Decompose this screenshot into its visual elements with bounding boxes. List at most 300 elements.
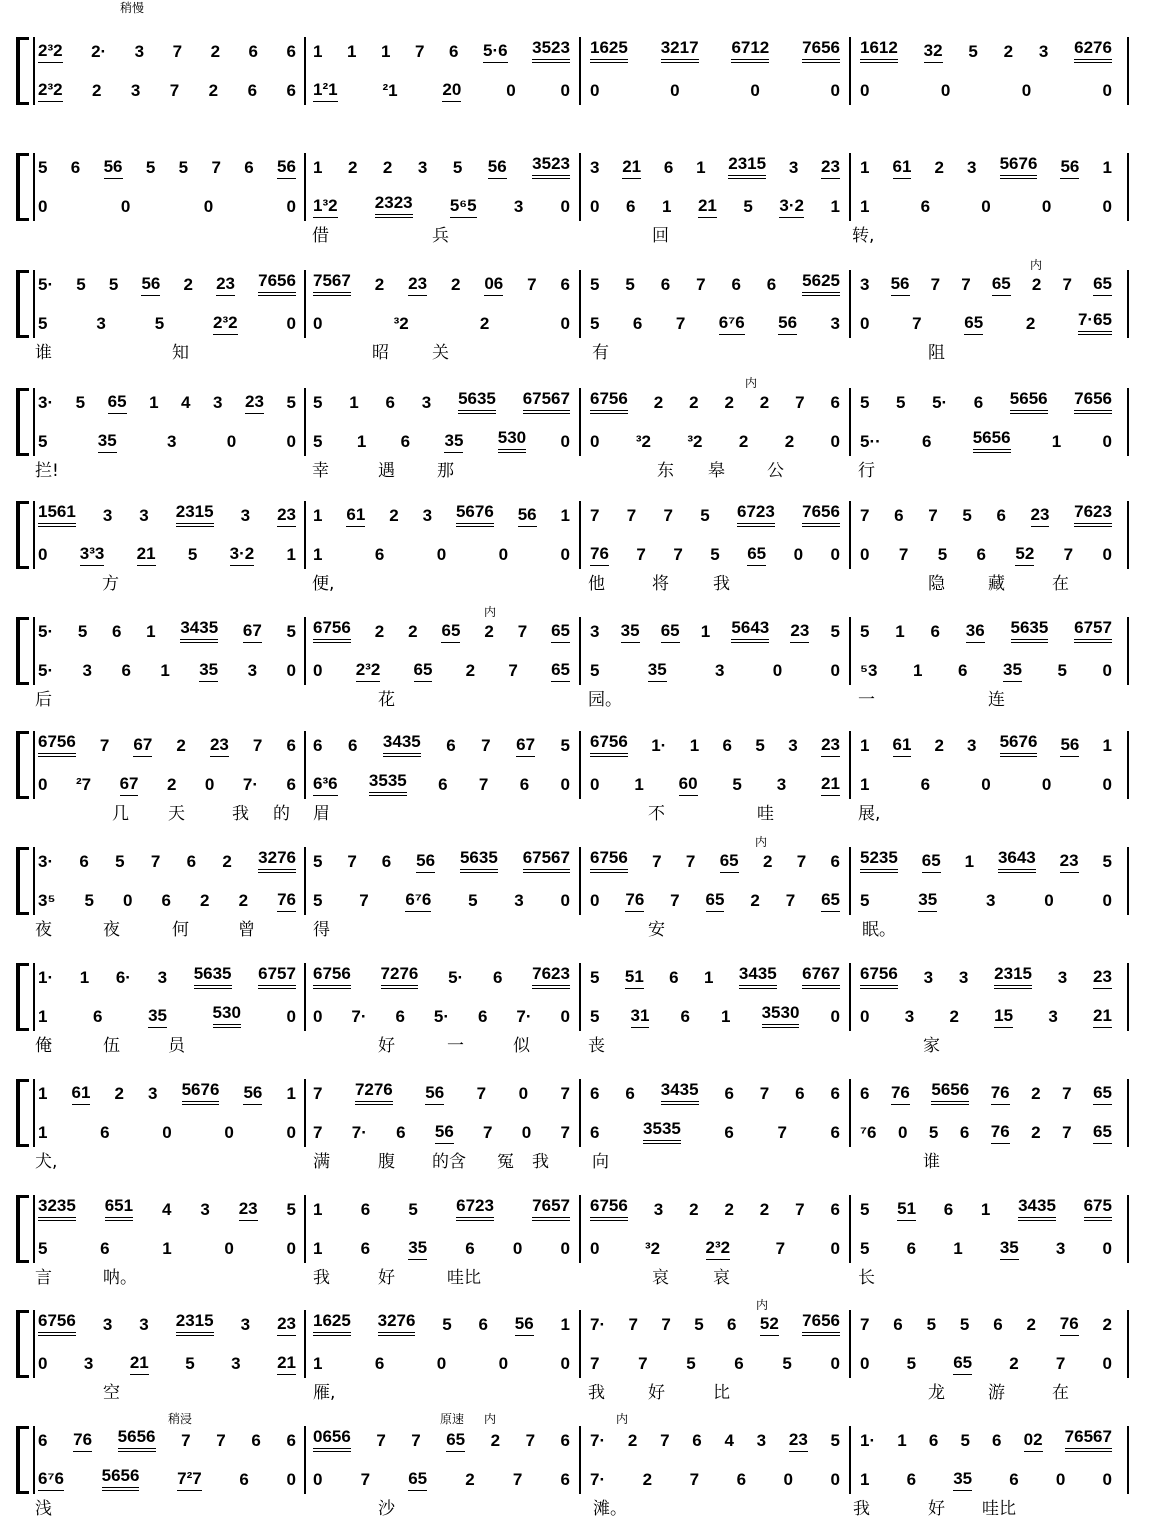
lyric-syllable: 天 — [168, 804, 185, 824]
lyric-syllable: 我 — [588, 1383, 605, 1403]
system-bracket — [16, 37, 29, 105]
lyric-syllable: 满 — [313, 1152, 330, 1172]
lower-staff-measure-3 — [590, 888, 840, 912]
note-group: 21 — [821, 774, 840, 796]
note-group: 6767 — [802, 964, 840, 989]
note-group: 5 — [590, 1007, 600, 1026]
note-group: 5 — [928, 1123, 939, 1142]
note-group: 0 — [1041, 775, 1052, 794]
note-group: 6 — [244, 158, 254, 177]
note-group: 5 — [830, 1431, 840, 1450]
upper-staff-measure-2 — [313, 390, 570, 414]
system-bracket — [16, 1426, 29, 1494]
note-group: 6 — [286, 42, 296, 61]
note-group: 0 — [1102, 661, 1112, 680]
note-group: 0 — [1102, 1354, 1112, 1373]
upper-staff-measure-2 — [313, 272, 570, 296]
lyric-syllable: 那 — [437, 461, 454, 481]
system-start-line — [33, 270, 35, 338]
lyric-syllable: 好 — [378, 1036, 395, 1056]
note-group: 7 — [476, 1084, 487, 1103]
barline — [849, 1195, 851, 1263]
lyric-syllable: 伍 — [103, 1036, 120, 1056]
note-group: 1 — [634, 775, 644, 794]
note-group: 6 — [830, 393, 840, 412]
note-group: 6· — [115, 968, 131, 987]
note-group: 3 — [96, 314, 106, 333]
upper-staff-measure-2 — [313, 503, 570, 527]
note-group: 5235 — [860, 848, 898, 873]
note-group: 7 — [759, 1084, 770, 1103]
note-group: 5 — [686, 1354, 696, 1373]
note-group: 2· — [91, 42, 107, 61]
lyric-syllable: 遇 — [378, 461, 395, 481]
lower-staff-measure-2 — [313, 1467, 570, 1491]
note-group: 3 — [1038, 42, 1049, 61]
note-group: 1 — [661, 197, 672, 216]
lower-staff-measure-4 — [860, 1236, 1112, 1260]
note-group: 7 — [1062, 1123, 1072, 1142]
note-group: 6756 — [590, 848, 628, 873]
note-group: 3435 — [739, 964, 777, 989]
system-start-line — [33, 501, 35, 569]
note-group: 0 — [590, 891, 600, 910]
note-group: 6 — [449, 42, 459, 61]
system-start-line — [33, 1079, 35, 1147]
lyric-syllable: 不 — [648, 804, 665, 824]
note-group: 35 — [953, 1469, 972, 1491]
note-group: 6 — [830, 1123, 840, 1142]
note-group: 2 — [465, 1470, 475, 1489]
system-start-line — [33, 37, 35, 105]
note-group: 0 — [1102, 1239, 1112, 1258]
note-group: 7656 — [258, 271, 296, 296]
lyric-syllable: 腹 — [378, 1152, 395, 1172]
note-group: 7 — [961, 275, 971, 294]
barline — [304, 153, 306, 221]
note-group: 6 — [1009, 1470, 1019, 1489]
note-group: 3 — [240, 1315, 251, 1334]
lyric-syllable: 好 — [378, 1268, 395, 1288]
note-group: 5·· — [860, 432, 881, 451]
note-group: 7 — [777, 1123, 787, 1142]
note-group: 6 — [396, 1123, 406, 1142]
lyric-syllable: 几 — [112, 804, 129, 824]
note-group: 7 — [411, 1431, 421, 1450]
note-group: 6⁷6 — [719, 313, 745, 335]
note-group: 7 — [663, 506, 673, 525]
upper-staff-measure-4 — [860, 1197, 1112, 1221]
lyric-syllable: 有 — [592, 343, 609, 363]
lower-staff-measure-1 — [38, 1236, 296, 1260]
note-group: 5 — [286, 1200, 296, 1219]
upper-staff-measure-4 — [860, 1428, 1112, 1452]
note-group: 0 — [560, 197, 570, 216]
lyric-syllable: 的含 — [432, 1152, 466, 1172]
note-group: 6 — [660, 275, 671, 294]
note-group: 0 — [286, 197, 296, 216]
lyric-syllable: 在 — [1052, 574, 1069, 594]
note-group: 1· — [860, 1431, 876, 1450]
note-group: 3 — [514, 891, 524, 910]
note-group: 7 — [1055, 1354, 1066, 1373]
lyric-syllable: 哇比 — [982, 1499, 1016, 1519]
performance-mark: 原速 — [440, 1412, 465, 1426]
note-group: 7 — [795, 1200, 805, 1219]
note-group: 0 — [1102, 432, 1112, 451]
note-group: 0 — [38, 545, 48, 564]
note-group: 7656 — [802, 502, 840, 527]
note-group: 1 — [286, 545, 296, 564]
system-bracket — [16, 1079, 29, 1147]
lyric-syllable: 连 — [988, 690, 1005, 710]
lyric-syllable: 的 — [273, 804, 290, 824]
note-group: 7 — [560, 1123, 570, 1142]
note-group: 7656 — [802, 38, 840, 63]
note-group: 7 — [636, 545, 646, 564]
note-group: 7 — [590, 1354, 600, 1373]
barline — [304, 1195, 306, 1263]
lyric-syllable: 关 — [432, 343, 449, 363]
note-group: 7· — [351, 1007, 367, 1026]
note-group: 1 — [704, 968, 714, 987]
lower-staff-measure-2 — [313, 772, 570, 796]
note-group: 5 — [960, 1431, 970, 1450]
note-group: 20 — [442, 80, 461, 102]
note-group: 5 — [286, 622, 296, 641]
lyric-syllable: 曾 — [238, 920, 255, 940]
upper-staff-measure-1 — [38, 1197, 296, 1221]
note-group: 3 — [967, 736, 977, 755]
note-group: 1 — [356, 432, 367, 451]
note-group: 1 — [38, 1084, 48, 1103]
note-group: 23 — [216, 274, 235, 296]
lyric-syllable: 丧 — [588, 1036, 605, 1056]
note-group: 6756 — [313, 964, 351, 989]
note-group: 76 — [625, 890, 644, 912]
system-start-line — [33, 847, 35, 915]
note-group: 65 — [706, 890, 725, 912]
note-group: 6 — [958, 661, 968, 680]
note-group: 5⁶5 — [450, 196, 477, 218]
note-group: 2315 — [728, 154, 766, 179]
barline — [579, 1079, 581, 1147]
barline — [304, 1310, 306, 1378]
upper-staff-measure-3 — [590, 1081, 840, 1105]
lyric-syllable: 哀 — [713, 1268, 730, 1288]
note-group: 3 — [788, 158, 799, 177]
lyric-syllable: 便, — [312, 574, 335, 594]
upper-staff-measure-4 — [860, 39, 1112, 63]
note-group: 3·2 — [779, 196, 804, 218]
note-group: 6 — [625, 197, 636, 216]
barline — [849, 1310, 851, 1378]
system-start-line — [33, 153, 35, 221]
upper-staff-measure-1 — [38, 619, 296, 643]
note-group: 61 — [893, 157, 912, 179]
note-group: 6756 — [590, 732, 628, 757]
note-group: ⁵3 — [860, 661, 878, 680]
note-group: 65 — [414, 660, 433, 682]
note-group: 67 — [120, 774, 139, 796]
note-group: 3 — [860, 275, 870, 294]
note-group: 5 — [860, 1200, 870, 1219]
note-group: 56 — [435, 1122, 454, 1144]
note-group: 5 — [937, 545, 948, 564]
note-group: 3 — [134, 42, 145, 61]
note-group: 35 — [148, 1006, 167, 1028]
upper-staff-measure-4 — [860, 849, 1112, 873]
note-group: 1 — [830, 197, 840, 216]
lyric-syllable: 方 — [102, 574, 119, 594]
lower-staff-measure-2 — [313, 658, 570, 682]
note-group: 56 — [518, 505, 537, 527]
lower-staff-measure-3 — [590, 542, 840, 566]
note-group: 0 — [1102, 545, 1112, 564]
note-group: 6⁷6 — [38, 1469, 64, 1491]
note-group: 7 — [673, 545, 683, 564]
lyric-syllable: 游 — [988, 1383, 1005, 1403]
note-group: 56 — [243, 1083, 262, 1105]
lower-staff-measure-4 — [860, 1351, 1112, 1375]
note-group: 2 — [183, 275, 193, 294]
note-group: 23 — [245, 392, 264, 414]
upper-staff-measure-1 — [38, 1312, 296, 1336]
note-group: 2 — [627, 1431, 638, 1450]
note-group: 7 — [313, 1084, 323, 1103]
note-group: 67567 — [523, 848, 570, 873]
note-group: 3 — [421, 393, 432, 412]
note-group: 7 — [775, 1239, 786, 1258]
note-group: 3 — [590, 622, 600, 641]
lyric-syllable: 阻 — [928, 343, 945, 363]
note-group: 2 — [934, 158, 944, 177]
note-group: 0 — [772, 661, 783, 680]
note-group: 6 — [736, 1470, 747, 1489]
note-group: 6 — [395, 1007, 405, 1026]
lower-staff-measure-2 — [313, 311, 570, 335]
note-group: 0 — [560, 775, 570, 794]
note-group: 7656 — [1074, 389, 1112, 414]
lyric-syllable: 犬, — [35, 1152, 58, 1172]
note-group: 3 — [1048, 1007, 1058, 1026]
barline — [1127, 153, 1129, 221]
note-group: 5 — [38, 1239, 48, 1258]
upper-staff-measure-1 — [38, 155, 296, 179]
note-group: 2 — [484, 622, 494, 641]
lyric-syllable: 滩。 — [593, 1499, 627, 1519]
note-group: 23 — [277, 1314, 296, 1336]
note-group: 2323 — [375, 193, 413, 218]
note-group: 530 — [498, 428, 526, 453]
note-group: 2 — [949, 1007, 959, 1026]
note-group: 0 — [38, 775, 48, 794]
note-group: 5656 — [102, 1466, 140, 1491]
upper-staff-measure-4 — [860, 619, 1112, 643]
barline — [304, 617, 306, 685]
note-group: 0 — [1055, 1470, 1066, 1489]
barline — [304, 37, 306, 105]
note-group: 5 — [452, 158, 463, 177]
barline — [1127, 501, 1129, 569]
performance-mark: 稍浸 — [168, 1412, 193, 1426]
note-group: 23 — [789, 1430, 808, 1452]
note-group: 2 — [1009, 1354, 1019, 1373]
note-group: 0 — [590, 81, 600, 100]
note-group: 0 — [1021, 81, 1032, 100]
note-group: 0 — [224, 1123, 234, 1142]
note-group: 5· — [932, 393, 948, 412]
note-group: 0 — [1102, 1470, 1112, 1489]
note-group: 2 — [238, 891, 249, 910]
note-group: 56 — [891, 274, 910, 296]
note-group: 6 — [560, 1470, 570, 1489]
lyric-syllable: 转, — [852, 226, 875, 246]
note-group: 2 — [689, 1200, 699, 1219]
barline — [849, 617, 851, 685]
note-group: 0 — [313, 661, 323, 680]
note-group: 5 — [442, 1315, 452, 1334]
performance-mark: 内 — [755, 835, 768, 849]
note-group: 6 — [374, 545, 385, 564]
note-group: 7 — [685, 852, 696, 871]
note-group: 3 — [82, 661, 93, 680]
barline — [849, 963, 851, 1031]
note-group: 6 — [112, 622, 122, 641]
note-group: 61 — [346, 505, 365, 527]
note-group: 5635 — [1011, 618, 1049, 643]
lyric-syllable: 知 — [172, 343, 189, 363]
lower-staff-measure-4 — [860, 311, 1112, 335]
note-group: 6 — [286, 775, 296, 794]
note-group: 6 — [893, 1315, 903, 1334]
barline — [1127, 963, 1129, 1031]
note-group: 5676 — [456, 502, 494, 527]
barline — [304, 501, 306, 569]
lower-staff-measure-2 — [313, 1236, 570, 1260]
note-group: 7 — [347, 852, 357, 871]
lower-staff-measure-3 — [590, 1004, 840, 1028]
lower-staff-measure-4 — [860, 1120, 1112, 1144]
barline — [849, 1426, 851, 1494]
note-group: 2 — [724, 393, 734, 412]
note-group: 7 — [360, 1470, 371, 1489]
note-group: 76 — [1060, 1314, 1079, 1336]
system-start-line — [33, 1426, 35, 1494]
note-group: 7 — [626, 506, 637, 525]
note-group: 7²7 — [177, 1469, 202, 1491]
note-group: 3 — [231, 1354, 241, 1373]
note-group: 6 — [286, 736, 296, 755]
note-group: 51 — [625, 967, 644, 989]
note-group: 5 — [77, 622, 88, 641]
note-group: 1 — [160, 661, 170, 680]
note-group: 0 — [560, 432, 570, 451]
performance-mark: 内 — [1030, 258, 1043, 272]
note-group: 6 — [70, 158, 81, 177]
note-group: 23 — [790, 621, 809, 643]
note-group: 56 — [416, 851, 435, 873]
barline — [849, 1079, 851, 1147]
note-group: 0 — [123, 891, 133, 910]
note-group: 6757 — [1074, 618, 1112, 643]
lower-staff-measure-2 — [313, 429, 570, 453]
note-group: 6 — [492, 968, 503, 987]
lower-staff-measure-4 — [860, 772, 1112, 796]
lower-staff-measure-4 — [860, 888, 1112, 912]
note-group: 6756 — [38, 1311, 76, 1336]
note-group: 3 — [200, 1200, 210, 1219]
note-group: 65 — [821, 890, 840, 912]
note-group: 0 — [1041, 197, 1052, 216]
lyric-syllable: 家 — [923, 1036, 940, 1056]
note-group: 5 — [694, 1315, 704, 1334]
barline — [1127, 270, 1129, 338]
note-group: 7276 — [381, 964, 419, 989]
note-group: 3217 — [661, 38, 699, 63]
note-group: 1³2 — [313, 196, 338, 218]
note-group: 3⁵ — [38, 891, 56, 910]
note-group: 65 — [551, 621, 570, 643]
note-group: 5 — [313, 432, 323, 451]
note-group: 0 — [830, 1470, 840, 1489]
note-group: 0 — [670, 81, 680, 100]
lyric-syllable: 展, — [858, 804, 881, 824]
barline — [849, 501, 851, 569]
note-group: 76 — [991, 1122, 1010, 1144]
note-group: 36 — [966, 621, 985, 643]
lyric-syllable: 花 — [378, 690, 395, 710]
note-group: 6723 — [456, 1196, 494, 1221]
note-group: 1 — [313, 1200, 323, 1219]
system-bracket — [16, 1195, 29, 1263]
note-group: 1 — [313, 42, 323, 61]
note-group: 6 — [830, 1084, 840, 1103]
note-group: 5 — [313, 852, 323, 871]
note-group: 56 — [104, 157, 123, 179]
note-group: 7· — [516, 1007, 532, 1026]
note-group: 23 — [1093, 967, 1112, 989]
note-group: 5 — [755, 736, 765, 755]
lyric-syllable: 员 — [168, 1036, 185, 1056]
note-group: 7 — [912, 314, 922, 333]
note-group: 0 — [940, 81, 951, 100]
note-group: 5 — [286, 393, 296, 412]
note-group: 21 — [622, 157, 641, 179]
upper-staff-measure-4 — [860, 733, 1112, 757]
note-group: 5 — [743, 197, 753, 216]
upper-staff-measure-1 — [38, 849, 296, 873]
note-group: 5 — [962, 506, 972, 525]
lyric-syllable: 后 — [35, 690, 52, 710]
note-group: 21 — [1093, 1006, 1112, 1028]
note-group: 7· — [242, 775, 258, 794]
note-group: 0 — [860, 1007, 870, 1026]
note-group: 3276 — [378, 1311, 416, 1336]
note-group: 6 — [347, 736, 358, 755]
lyric-syllable: 浅 — [35, 1499, 52, 1519]
barline — [304, 1426, 306, 1494]
note-group: 1 — [313, 545, 323, 564]
lower-staff-measure-1 — [38, 888, 296, 912]
note-group: 5 — [732, 775, 742, 794]
note-group: 0 — [560, 1007, 570, 1026]
note-group: 0 — [498, 1354, 509, 1373]
note-group: 0 — [1044, 891, 1054, 910]
lyric-syllable: 谁 — [35, 343, 52, 363]
note-group: 21 — [130, 1353, 149, 1375]
note-group: 35 — [98, 431, 117, 453]
